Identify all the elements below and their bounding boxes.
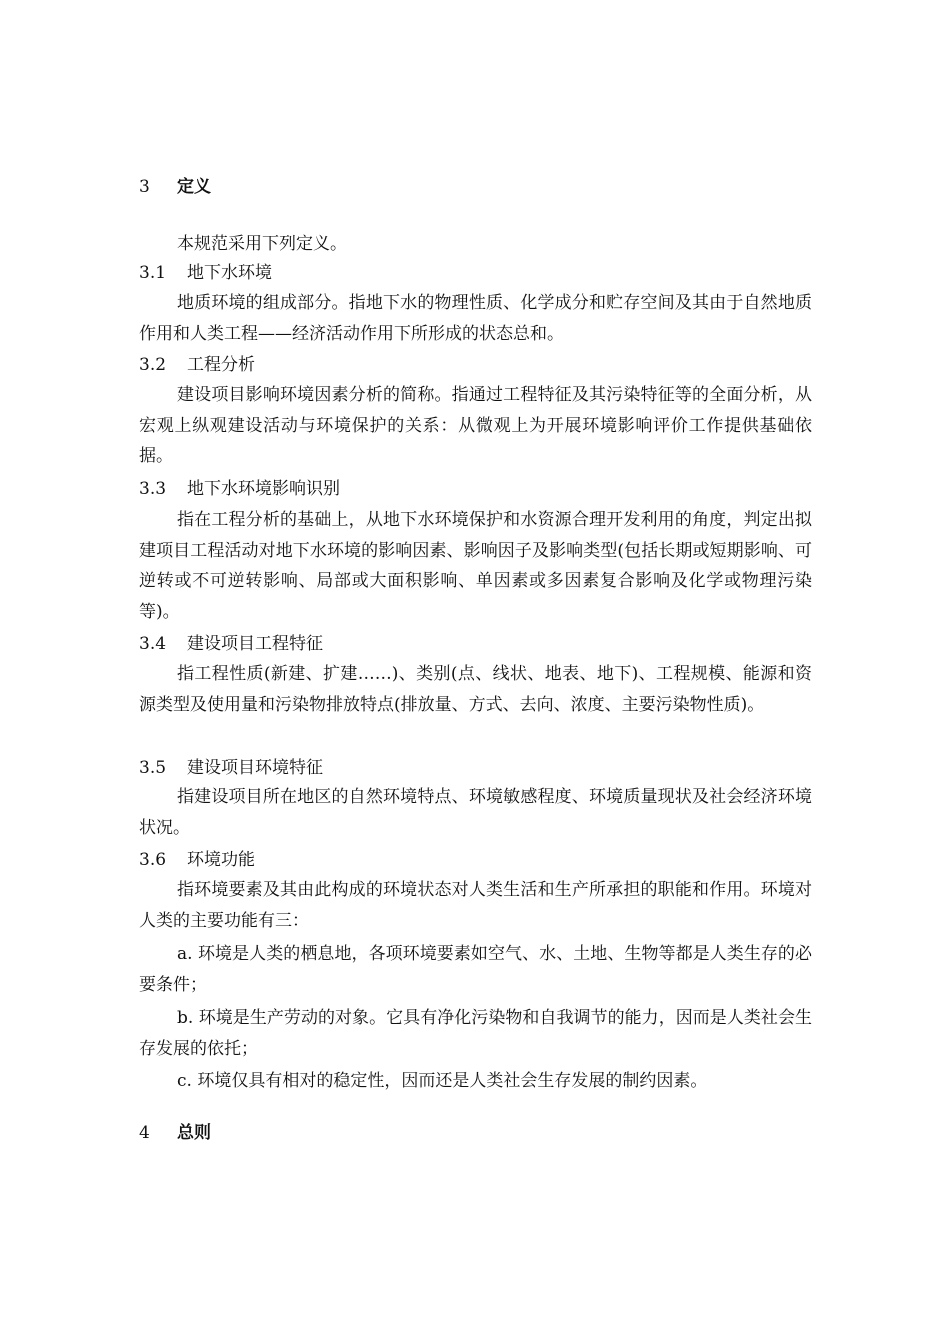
subsection-number: 3.1 bbox=[139, 263, 167, 283]
list-item-a: a. 环境是人类的栖息地，各项环境要素如空气、水、土地、生物等都是人类生存的必要条件； bbox=[139, 944, 812, 995]
subsection-title: 建设项目环境特征 bbox=[187, 758, 323, 778]
subsection-3-1-text: 地质环境的组成部分。指地下水的物理性质、化学成分和贮存空间及其由于自然地质作用和人类工程——经济活动作用下所形成的状态总和。 bbox=[139, 293, 812, 344]
subsection-title: 工程分析 bbox=[187, 355, 255, 375]
subsection-number: 3.2 bbox=[139, 355, 167, 375]
subsection-3-4-heading bbox=[139, 632, 323, 656]
subsection-title: 环境功能 bbox=[187, 850, 255, 870]
list-item-b: b. 环境是生产劳动的对象。它具有净化污染物和自我调节的能力，因而是人类社会生存发展的依托； bbox=[139, 1008, 812, 1059]
subsection-number: 3.3 bbox=[139, 479, 167, 499]
subsection-number: 3.4 bbox=[139, 634, 167, 654]
section-number: 3 bbox=[139, 177, 150, 197]
subsection-3-5-heading bbox=[139, 756, 323, 780]
subsection-3-4-text: 指工程性质(新建、扩建……)、类别(点、线状、地表、地下)、工程规模、能源和资源类型及使用量和污染物排放特点(排放量、方式、去向、浓度、主要污染物性质)。 bbox=[139, 664, 812, 715]
section-title: 定义 bbox=[177, 177, 211, 197]
subsection-3-5-text: 指建设项目所在地区的自然环境特点、环境敏感程度、环境质量现状及社会经济环境状况。 bbox=[139, 787, 812, 838]
subsection-3-6-text: 指环境要素及其由此构成的环境状态对人类生活和生产所承担的职能和作用。环境对人类的主要功能有三： bbox=[139, 880, 812, 931]
subsection-number: 3.5 bbox=[139, 758, 167, 778]
intro-paragraph: 本规范采用下列定义。 bbox=[177, 234, 347, 254]
section-4-heading bbox=[139, 1121, 211, 1145]
list-item-c: c. 环境仅具有相对的稳定性，因而还是人类社会生存发展的制约因素。 bbox=[177, 1071, 708, 1091]
subsection-3-3-heading bbox=[139, 477, 340, 501]
subsection-title: 地下水环境 bbox=[187, 263, 272, 283]
subsection-3-1-heading bbox=[139, 261, 272, 285]
subsection-title: 地下水环境影响识别 bbox=[187, 479, 340, 499]
subsection-title: 建设项目工程特征 bbox=[187, 634, 323, 654]
section-title: 总则 bbox=[177, 1123, 211, 1143]
subsection-3-3-text: 指在工程分析的基础上，从地下水环境保护和水资源合理开发利用的角度，判定出拟建项目工程活动对地下水环境的影响因素、影响因子及影响类型(包括长期或短期影响、可逆转或不可逆转影响、局部或大面积影响、单因素或多因素复合影响及化学或物理污染等)。 bbox=[139, 510, 812, 622]
subsection-3-2-text: 建设项目影响环境因素分析的简称。指通过工程特征及其污染特征等的全面分析，从宏观上纵观建设活动与环境保护的关系：从微观上为开展环境影响评价工作提供基础依据。 bbox=[139, 385, 812, 466]
section-number: 4 bbox=[139, 1123, 150, 1143]
section-3-heading bbox=[139, 175, 211, 199]
subsection-3-6-heading bbox=[139, 848, 255, 872]
subsection-number: 3.6 bbox=[139, 850, 167, 870]
subsection-3-2-heading bbox=[139, 353, 255, 377]
